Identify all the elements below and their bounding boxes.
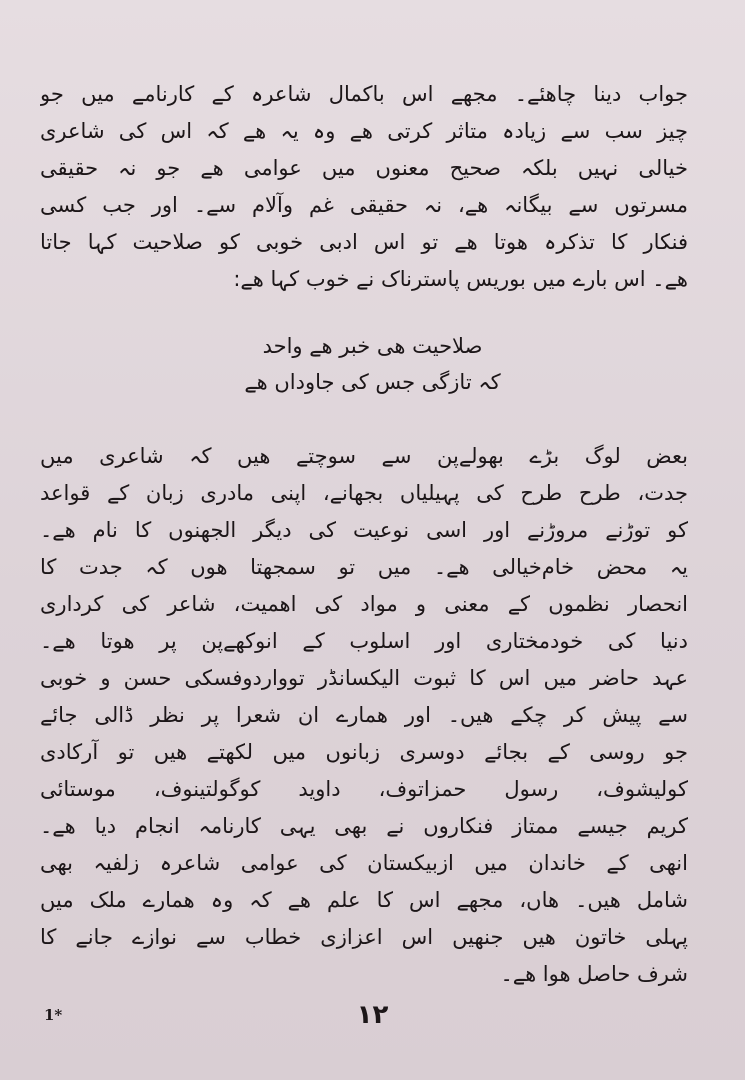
paragraph-line: انھی کے خاندان میں ازبیکستان کی عوامی شاعرہ زلفیہ بھی [40,851,688,875]
page-number: ۱۲ [356,1000,389,1030]
paragraph-1 [40,76,688,298]
paragraph-line: شرف حاصل ھوا ھے۔ [500,962,688,986]
verse-quote [0,328,745,400]
paragraph-line: عہد حاضر میں اس کا ثبوت الیکسانڈر توواردوفسکی حسن و خوبی [40,666,688,690]
verse-line: صلاحیت ھی خبر ھے واحد [262,334,483,358]
paragraph-line: ھے۔ اس بارے میں بوریس پاسترناک نے خوب کہا ھے: [233,267,688,291]
paragraph-line: شامل ھیں۔ ھاں، مجھے اس کا علم ھے کہ وہ ھمارے ملک میں [40,888,688,912]
paragraph-line: دنیا کی خودمختاری اور اسلوب کے انوکھےپن پر ھوتا ھے۔ [40,629,688,653]
paragraph-line: بعض لوگ بڑے بھولےپن سے سوچتے ھیں کہ شاعری میں [40,444,688,468]
paragraph-line: خیالی نہیں بلکہ صحیح معنوں میں عوامی ھے جو نہ حقیقی [40,156,688,180]
paragraph-line: سے پیش کر چکے ھیں۔ اور ھمارے ان شعرا پر نظر ڈالی جائے [40,703,688,727]
paragraph-line: جواب دینا چاھئے۔ مجھے اس باکمال شاعرہ کے کارنامے میں جو [40,82,688,106]
paragraph-line: پہلی خاتون ھیں جنھیں اس اعزازی خطاب سے نوازے جانے کا [40,925,688,949]
paragraph-line: کریم جیسے ممتاز فنکاروں نے بھی یہی کارنامہ انجام دیا ھے۔ [40,814,688,838]
paragraph-line: انحصار نظموں کے معنی و مواد کی اھمیت، شاعر کی کرداری [40,592,688,616]
paragraph-line: جو روسی کے بجائے دوسری زبانوں میں لکھتے ھیں تو آرکادی [40,740,688,764]
paragraph-line: فنکار کا تذکرہ ھوتا ھے تو اس ادبی خوبی کو صلاحیت کہا جاتا [40,230,688,254]
paragraph-line: یہ محض خام‌خیالی ھے۔ میں تو سمجھتا ھوں کہ جدت کا [40,555,688,579]
verse-line: کہ تازگی جس کی جاوداں ھے [244,370,501,394]
paragraph-line: کولیشوف، رسول حمزاتوف، داوید کوگولتینوف، موستائی [40,777,688,801]
paragraph-line: مسرتوں سے بیگانہ ھے، نہ حقیقی غم وآلام سے۔ اور جب کسی [40,193,688,217]
paragraph-line: کو توڑنے مروڑنے اور اسی نوعیت کی دیگر الجھنوں کا نام ھے۔ [40,518,688,542]
paragraph-line: جدت، طرح طرح کی پہیلیاں بجھانے، اپنی مادری زبان کے قواعد [40,481,688,505]
paragraph-line: چیز سب سے زیادہ متاثر کرتی ھے وہ یہ ھے کہ اس کی شاعری [40,119,688,143]
paragraph-2 [40,438,688,993]
signature-mark: 1* [44,1006,63,1024]
